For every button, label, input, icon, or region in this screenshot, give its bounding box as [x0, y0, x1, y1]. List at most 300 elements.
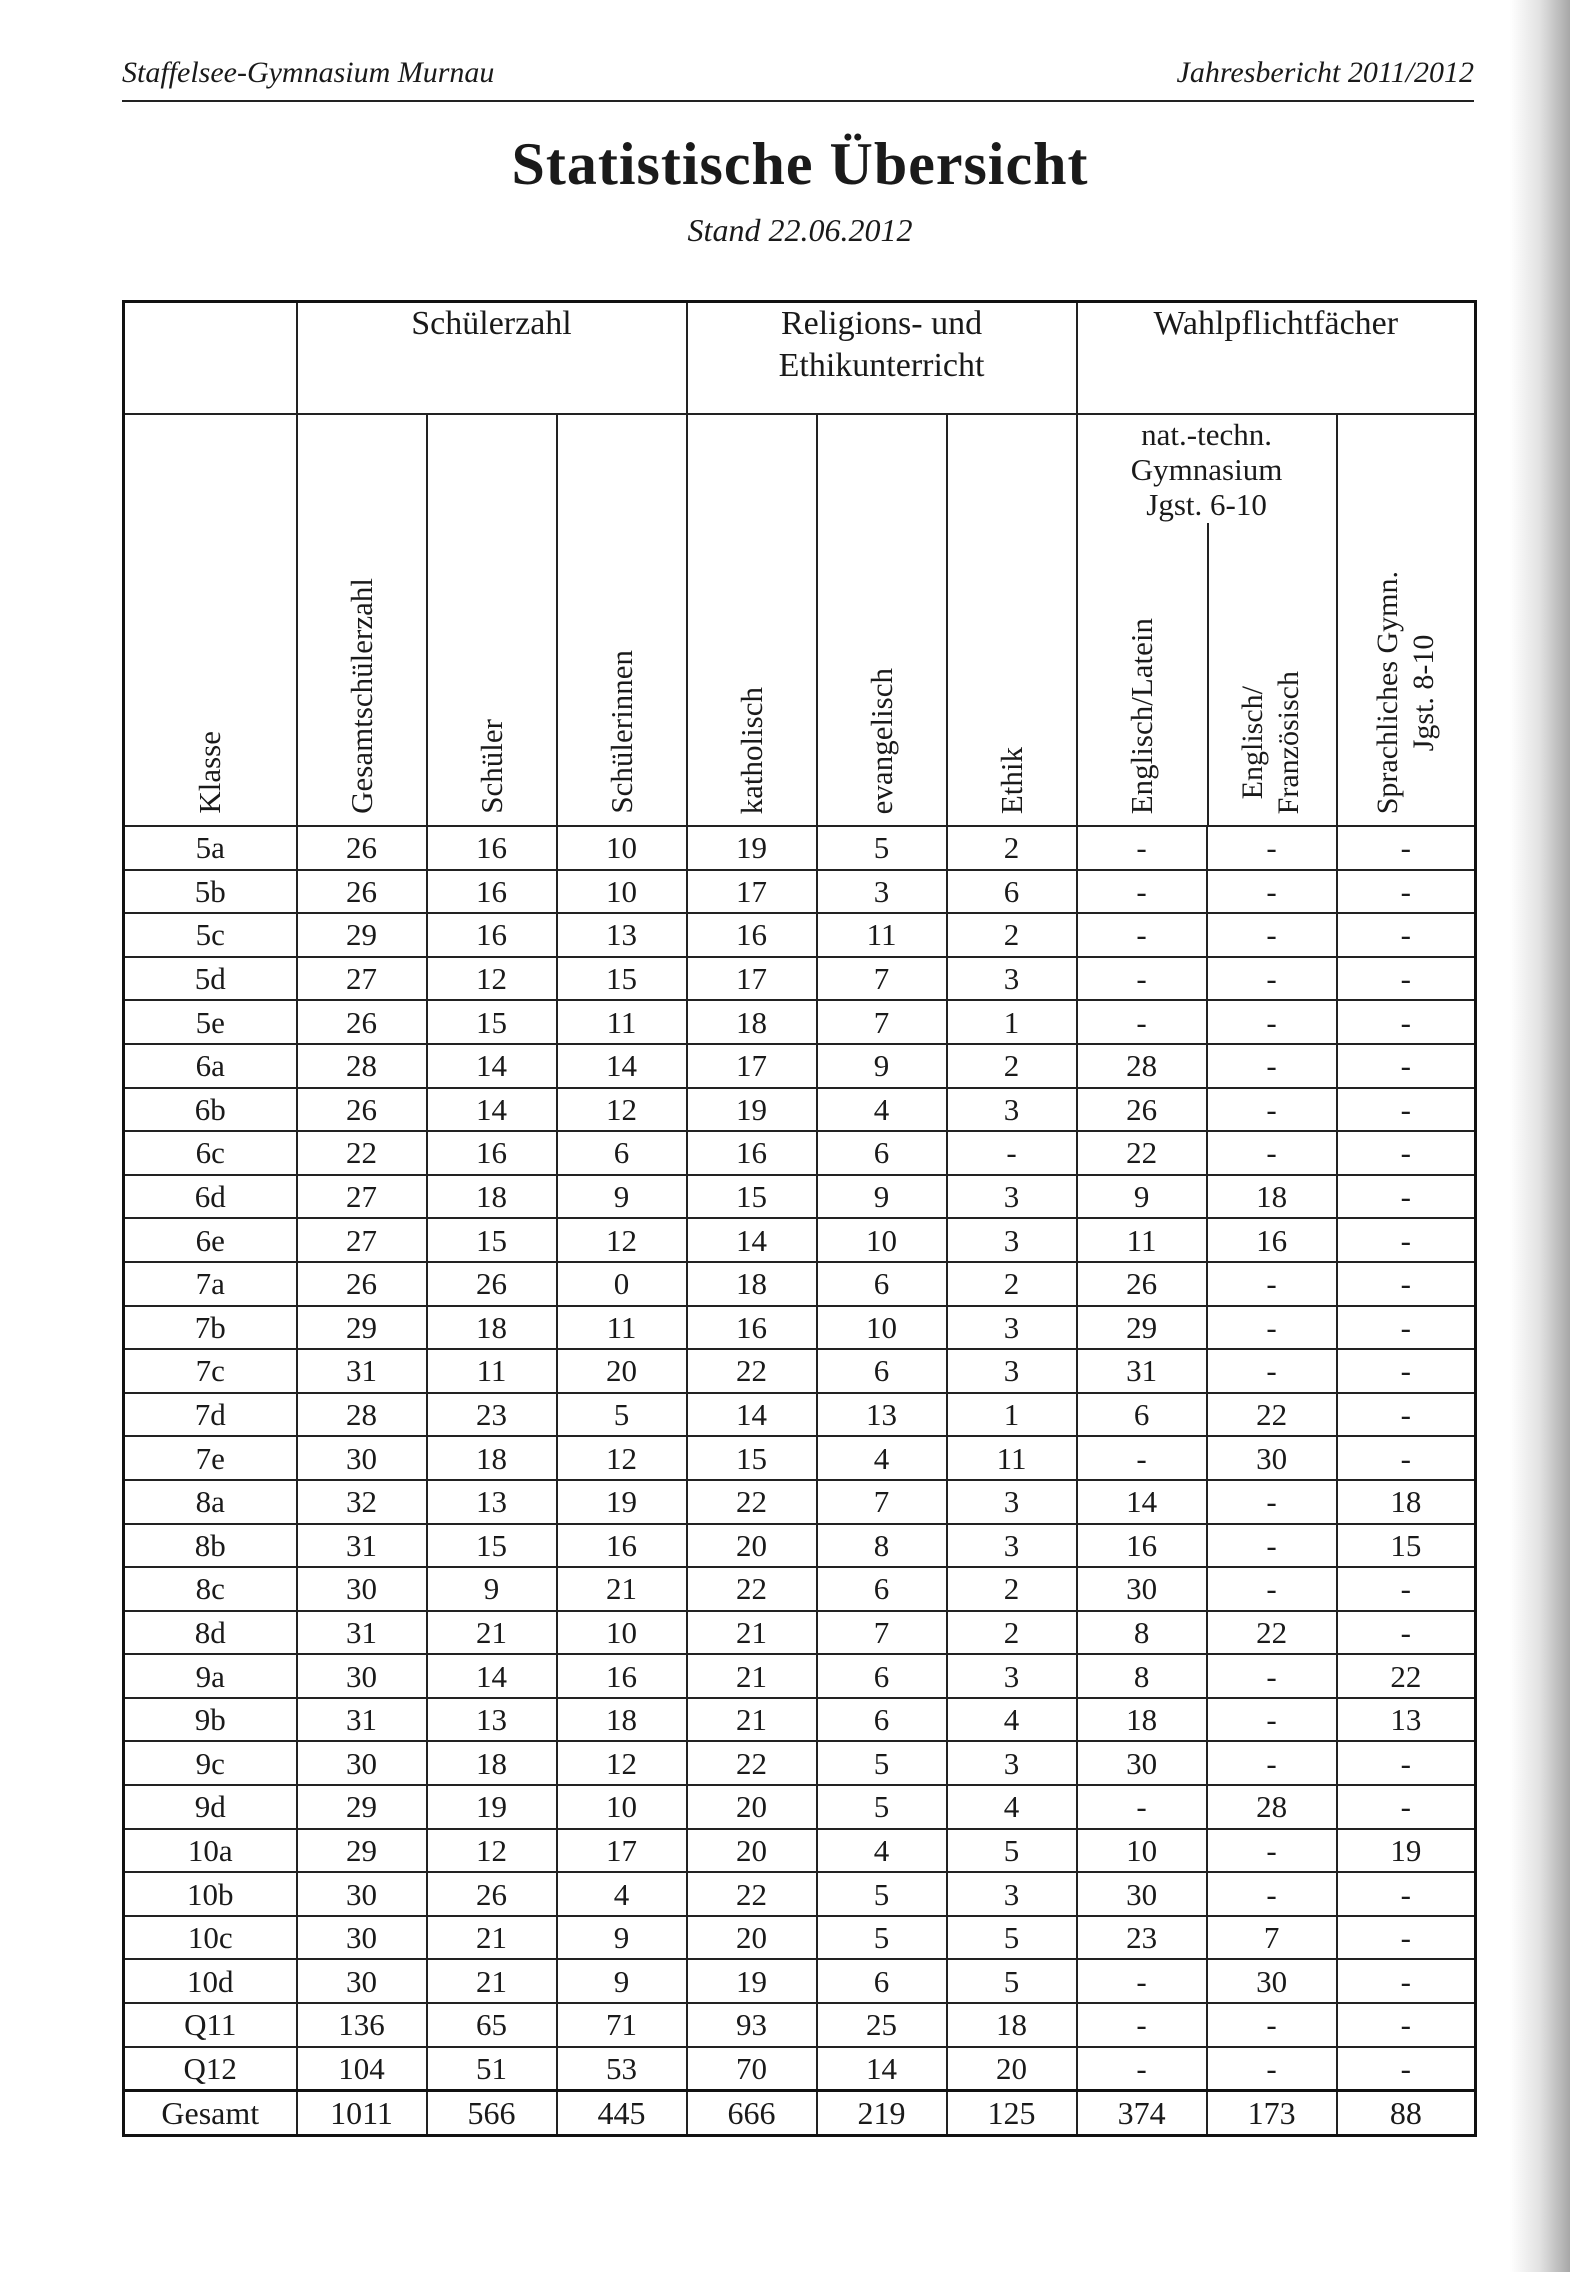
- table-row: [124, 1131, 1476, 1175]
- cell-klasse: 6c: [124, 1131, 297, 1175]
- col-gesamt: Gesamtschülerzahl: [297, 414, 427, 826]
- table-row: [124, 870, 1476, 914]
- cell-gesamt: 28: [297, 1044, 427, 1088]
- cell-katholisch: 22: [687, 1480, 817, 1524]
- cell-katholisch: 17: [687, 1044, 817, 1088]
- cell-evangelisch: 4: [817, 1436, 947, 1480]
- cell-katholisch: 93: [687, 2003, 817, 2047]
- cell-schuelerinnen: 71: [557, 2003, 687, 2047]
- cell-sprachliches: -: [1337, 957, 1476, 1001]
- table-row: [124, 1524, 1476, 1568]
- cell-sprachliches: -: [1337, 870, 1476, 914]
- cell-sprachliches: -: [1337, 913, 1476, 957]
- cell-schuelerinnen: 14: [557, 1044, 687, 1088]
- cell-sprachliches: -: [1337, 1916, 1476, 1960]
- cell-schuelerinnen: 4: [557, 1872, 687, 1916]
- table-row: [124, 1393, 1476, 1437]
- cell-katholisch: 22: [687, 1567, 817, 1611]
- cell-englisch-latein: 23: [1077, 1916, 1207, 1960]
- cell-englisch-franzoesisch: 22: [1207, 1611, 1337, 1655]
- cell-sprachliches: -: [1337, 1741, 1476, 1785]
- total-row: [124, 2091, 1476, 2136]
- cell-sprachliches: -: [1337, 1349, 1476, 1393]
- table-row: [124, 1916, 1476, 1960]
- cell-gesamt: 31: [297, 1611, 427, 1655]
- cell-gesamt: 27: [297, 1218, 427, 1262]
- cell-ethik: 2: [947, 913, 1077, 957]
- table-row: [124, 1741, 1476, 1785]
- cell-sprachliches: -: [1337, 826, 1476, 870]
- cell-schueler: 65: [427, 2003, 557, 2047]
- table-row: [124, 1785, 1476, 1829]
- cell-evangelisch: 25: [817, 2003, 947, 2047]
- cell-sprachliches: 88: [1337, 2091, 1476, 2136]
- table-row: [124, 1611, 1476, 1655]
- cell-evangelisch: 6: [817, 1131, 947, 1175]
- cell-evangelisch: 3: [817, 870, 947, 914]
- cell-katholisch: 19: [687, 826, 817, 870]
- cell-schuelerinnen: 13: [557, 913, 687, 957]
- cell-gesamt: 26: [297, 870, 427, 914]
- cell-klasse: 5d: [124, 957, 297, 1001]
- cell-klasse: 9a: [124, 1654, 297, 1698]
- cell-englisch-franzoesisch: -: [1207, 957, 1337, 1001]
- cell-englisch-latein: -: [1077, 2003, 1207, 2047]
- cell-schueler: 19: [427, 1785, 557, 1829]
- group-header-schuelerzahl: Schülerzahl: [297, 302, 687, 415]
- cell-englisch-franzoesisch: -: [1207, 1131, 1337, 1175]
- cell-englisch-franzoesisch: -: [1207, 1262, 1337, 1306]
- cell-schueler: 26: [427, 1262, 557, 1306]
- cell-evangelisch: 5: [817, 1916, 947, 1960]
- cell-ethik: 3: [947, 957, 1077, 1001]
- page-edge-shadow: [1510, 0, 1570, 2272]
- cell-englisch-latein: 16: [1077, 1524, 1207, 1568]
- col-schuelerinnen: Schülerinnen: [557, 414, 687, 826]
- cell-sprachliches: -: [1337, 2047, 1476, 2091]
- table-row: [124, 1654, 1476, 1698]
- cell-schuelerinnen: 10: [557, 826, 687, 870]
- cell-schueler: 16: [427, 913, 557, 957]
- cell-schueler: 566: [427, 2091, 557, 2136]
- cell-katholisch: 20: [687, 1524, 817, 1568]
- cell-englisch-latein: -: [1077, 1000, 1207, 1044]
- cell-englisch-franzoesisch: -: [1207, 826, 1337, 870]
- cell-ethik: 2: [947, 1567, 1077, 1611]
- cell-ethik: 5: [947, 1829, 1077, 1873]
- cell-schuelerinnen: 18: [557, 1698, 687, 1742]
- cell-englisch-latein: -: [1077, 957, 1207, 1001]
- cell-schuelerinnen: 0: [557, 1262, 687, 1306]
- cell-evangelisch: 7: [817, 1480, 947, 1524]
- cell-schuelerinnen: 6: [557, 1131, 687, 1175]
- cell-schuelerinnen: 19: [557, 1480, 687, 1524]
- group-header-row: [124, 302, 1476, 415]
- cell-evangelisch: 13: [817, 1393, 947, 1437]
- page-subtitle: Stand 22.06.2012: [687, 212, 913, 248]
- cell-englisch-franzoesisch: -: [1207, 1567, 1337, 1611]
- cell-englisch-franzoesisch: -: [1207, 870, 1337, 914]
- cell-englisch-latein: 8: [1077, 1654, 1207, 1698]
- cell-evangelisch: 10: [817, 1306, 947, 1350]
- cell-schuelerinnen: 53: [557, 2047, 687, 2091]
- header-report: Jahresbericht 2011/2012: [1176, 56, 1474, 89]
- cell-sprachliches: -: [1337, 1218, 1476, 1262]
- cell-katholisch: 20: [687, 1785, 817, 1829]
- table-row: [124, 1872, 1476, 1916]
- cell-gesamt: 30: [297, 1916, 427, 1960]
- cell-klasse: Gesamt: [124, 2091, 297, 2136]
- cell-englisch-latein: 8: [1077, 1611, 1207, 1655]
- cell-sprachliches: 19: [1337, 1829, 1476, 1873]
- cell-evangelisch: 10: [817, 1218, 947, 1262]
- cell-gesamt: 27: [297, 1175, 427, 1219]
- cell-schuelerinnen: 12: [557, 1436, 687, 1480]
- cell-gesamt: 29: [297, 1829, 427, 1873]
- cell-klasse: 8a: [124, 1480, 297, 1524]
- cell-schueler: 13: [427, 1480, 557, 1524]
- cell-schueler: 23: [427, 1393, 557, 1437]
- cell-sprachliches: -: [1337, 1393, 1476, 1437]
- cell-ethik: 11: [947, 1436, 1077, 1480]
- cell-schuelerinnen: 15: [557, 957, 687, 1001]
- cell-klasse: 5c: [124, 913, 297, 957]
- cell-evangelisch: 5: [817, 1785, 947, 1829]
- cell-gesamt: 26: [297, 1262, 427, 1306]
- cell-englisch-latein: -: [1077, 826, 1207, 870]
- cell-evangelisch: 6: [817, 1654, 947, 1698]
- cell-klasse: 7b: [124, 1306, 297, 1350]
- cell-katholisch: 16: [687, 1131, 817, 1175]
- cell-schuelerinnen: 12: [557, 1741, 687, 1785]
- religion-line-1: Religions- und: [780, 305, 983, 342]
- cell-schueler: 9: [427, 1567, 557, 1611]
- table-row: [124, 1044, 1476, 1088]
- nat-techn-label: nat.-techn. Gymnasium Jgst. 6-10: [1130, 417, 1283, 522]
- cell-gesamt: 30: [297, 1959, 427, 2003]
- cell-gesamt: 32: [297, 1480, 427, 1524]
- col-klasse: Klasse: [124, 414, 297, 826]
- col-sprachliches: Sprachliches Gymn. Jgst. 8-10: [1337, 414, 1476, 826]
- cell-ethik: -: [947, 1131, 1077, 1175]
- cell-ethik: 20: [947, 2047, 1077, 2091]
- table-row: [124, 826, 1476, 870]
- cell-ethik: 1: [947, 1000, 1077, 1044]
- cell-schueler: 21: [427, 1959, 557, 2003]
- table-row: [124, 2047, 1476, 2091]
- cell-katholisch: 666: [687, 2091, 817, 2136]
- cell-englisch-franzoesisch: 173: [1207, 2091, 1337, 2136]
- cell-klasse: 7d: [124, 1393, 297, 1437]
- cell-klasse: 5e: [124, 1000, 297, 1044]
- cell-schuelerinnen: 9: [557, 1175, 687, 1219]
- cell-evangelisch: 7: [817, 957, 947, 1001]
- cell-evangelisch: 5: [817, 826, 947, 870]
- cell-englisch-latein: 14: [1077, 1480, 1207, 1524]
- cell-schueler: 18: [427, 1175, 557, 1219]
- table-row: [124, 1349, 1476, 1393]
- cell-ethik: 3: [947, 1872, 1077, 1916]
- cell-englisch-franzoesisch: 18: [1207, 1175, 1337, 1219]
- cell-evangelisch: 4: [817, 1829, 947, 1873]
- col-evangelisch: evangelisch: [817, 414, 947, 826]
- cell-schueler: 15: [427, 1524, 557, 1568]
- cell-ethik: 5: [947, 1959, 1077, 2003]
- cell-katholisch: 21: [687, 1698, 817, 1742]
- cell-gesamt: 30: [297, 1567, 427, 1611]
- cell-englisch-franzoesisch: -: [1207, 1524, 1337, 1568]
- cell-katholisch: 22: [687, 1349, 817, 1393]
- cell-ethik: 2: [947, 1044, 1077, 1088]
- cell-ethik: 3: [947, 1654, 1077, 1698]
- cell-evangelisch: 7: [817, 1611, 947, 1655]
- cell-katholisch: 17: [687, 870, 817, 914]
- cell-klasse: 6e: [124, 1218, 297, 1262]
- table-row: [124, 1306, 1476, 1350]
- cell-sprachliches: 15: [1337, 1524, 1476, 1568]
- cell-evangelisch: 7: [817, 1000, 947, 1044]
- cell-sprachliches: -: [1337, 1872, 1476, 1916]
- table-row: [124, 1567, 1476, 1611]
- cell-schueler: 21: [427, 1611, 557, 1655]
- cell-evangelisch: 5: [817, 1741, 947, 1785]
- cell-gesamt: 1011: [297, 2091, 427, 2136]
- cell-gesamt: 30: [297, 1654, 427, 1698]
- cell-schueler: 51: [427, 2047, 557, 2091]
- cell-ethik: 1: [947, 1393, 1077, 1437]
- column-header-row: [124, 414, 1476, 826]
- cell-evangelisch: 9: [817, 1044, 947, 1088]
- cell-katholisch: 16: [687, 1306, 817, 1350]
- cell-evangelisch: 6: [817, 1959, 947, 2003]
- cell-evangelisch: 219: [817, 2091, 947, 2136]
- cell-katholisch: 15: [687, 1436, 817, 1480]
- cell-englisch-latein: 9: [1077, 1175, 1207, 1219]
- cell-katholisch: 17: [687, 957, 817, 1001]
- cell-gesamt: 27: [297, 957, 427, 1001]
- cell-katholisch: 19: [687, 1959, 817, 2003]
- cell-ethik: 4: [947, 1698, 1077, 1742]
- header-school: Staffelsee-Gymnasium Murnau: [122, 56, 495, 89]
- cell-schuelerinnen: 16: [557, 1524, 687, 1568]
- cell-englisch-franzoesisch: -: [1207, 1654, 1337, 1698]
- cell-englisch-franzoesisch: -: [1207, 1741, 1337, 1785]
- cell-gesamt: 31: [297, 1698, 427, 1742]
- cell-sprachliches: -: [1337, 1959, 1476, 2003]
- cell-schuelerinnen: 21: [557, 1567, 687, 1611]
- cell-gesamt: 29: [297, 1785, 427, 1829]
- cell-katholisch: 20: [687, 1829, 817, 1873]
- cell-gesamt: 30: [297, 1872, 427, 1916]
- cell-schueler: 18: [427, 1436, 557, 1480]
- cell-englisch-franzoesisch: 7: [1207, 1916, 1337, 1960]
- cell-schueler: 16: [427, 870, 557, 914]
- cell-englisch-latein: 30: [1077, 1567, 1207, 1611]
- cell-ethik: 3: [947, 1175, 1077, 1219]
- cell-katholisch: 20: [687, 1916, 817, 1960]
- cell-englisch-franzoesisch: -: [1207, 913, 1337, 957]
- cell-sprachliches: 13: [1337, 1698, 1476, 1742]
- cell-schuelerinnen: 9: [557, 1959, 687, 2003]
- cell-katholisch: 19: [687, 1088, 817, 1132]
- table-row: [124, 1698, 1476, 1742]
- cell-evangelisch: 14: [817, 2047, 947, 2091]
- cell-schueler: 26: [427, 1872, 557, 1916]
- cell-englisch-latein: 10: [1077, 1829, 1207, 1873]
- cell-ethik: 3: [947, 1480, 1077, 1524]
- cell-katholisch: 22: [687, 1872, 817, 1916]
- cell-schuelerinnen: 16: [557, 1654, 687, 1698]
- cell-gesamt: 104: [297, 2047, 427, 2091]
- cell-englisch-latein: 26: [1077, 1088, 1207, 1132]
- cell-ethik: 2: [947, 1611, 1077, 1655]
- cell-klasse: 10d: [124, 1959, 297, 2003]
- cell-klasse: 9c: [124, 1741, 297, 1785]
- cell-evangelisch: 8: [817, 1524, 947, 1568]
- cell-schueler: 12: [427, 957, 557, 1001]
- table-row: [124, 1000, 1476, 1044]
- col-englisch-latein: Englisch/Latein: [1124, 617, 1160, 814]
- cell-klasse: 6a: [124, 1044, 297, 1088]
- cell-evangelisch: 6: [817, 1349, 947, 1393]
- cell-evangelisch: 5: [817, 1872, 947, 1916]
- cell-englisch-franzoesisch: -: [1207, 1306, 1337, 1350]
- cell-englisch-franzoesisch: 28: [1207, 1785, 1337, 1829]
- cell-schuelerinnen: 10: [557, 1785, 687, 1829]
- cell-gesamt: 26: [297, 1088, 427, 1132]
- cell-englisch-franzoesisch: -: [1207, 1698, 1337, 1742]
- page-title: Statistische Übersicht: [511, 131, 1089, 197]
- cell-klasse: 10c: [124, 1916, 297, 1960]
- cell-englisch-latein: 22: [1077, 1131, 1207, 1175]
- cell-schueler: 16: [427, 826, 557, 870]
- cell-gesamt: 28: [297, 1393, 427, 1437]
- cell-englisch-franzoesisch: -: [1207, 1872, 1337, 1916]
- cell-englisch-latein: 18: [1077, 1698, 1207, 1742]
- cell-englisch-franzoesisch: 30: [1207, 1959, 1337, 2003]
- cell-englisch-latein: 30: [1077, 1741, 1207, 1785]
- cell-klasse: 9b: [124, 1698, 297, 1742]
- cell-klasse: 8c: [124, 1567, 297, 1611]
- table-row: [124, 1088, 1476, 1132]
- cell-schueler: 11: [427, 1349, 557, 1393]
- cell-katholisch: 18: [687, 1000, 817, 1044]
- cell-sprachliches: -: [1337, 1436, 1476, 1480]
- cell-evangelisch: 11: [817, 913, 947, 957]
- table-row: [124, 1262, 1476, 1306]
- table-row: [124, 913, 1476, 957]
- cell-schuelerinnen: 20: [557, 1349, 687, 1393]
- cell-sprachliches: -: [1337, 1785, 1476, 1829]
- cell-evangelisch: 9: [817, 1175, 947, 1219]
- cell-katholisch: 70: [687, 2047, 817, 2091]
- cell-ethik: 3: [947, 1306, 1077, 1350]
- cell-gesamt: 31: [297, 1524, 427, 1568]
- cell-klasse: 8b: [124, 1524, 297, 1568]
- cell-englisch-franzoesisch: -: [1207, 1000, 1337, 1044]
- cell-sprachliches: -: [1337, 1000, 1476, 1044]
- running-header: [122, 52, 1474, 102]
- cell-sprachliches: -: [1337, 1131, 1476, 1175]
- cell-evangelisch: 4: [817, 1088, 947, 1132]
- table-row: [124, 1436, 1476, 1480]
- table-row: [124, 1175, 1476, 1219]
- table-row: [124, 1218, 1476, 1262]
- cell-englisch-latein: 11: [1077, 1218, 1207, 1262]
- cell-englisch-latein: 29: [1077, 1306, 1207, 1350]
- cell-schueler: 12: [427, 1829, 557, 1873]
- cell-englisch-latein: 26: [1077, 1262, 1207, 1306]
- cell-klasse: 8d: [124, 1611, 297, 1655]
- cell-schuelerinnen: 11: [557, 1000, 687, 1044]
- cell-ethik: 3: [947, 1349, 1077, 1393]
- cell-klasse: 6d: [124, 1175, 297, 1219]
- cell-evangelisch: 6: [817, 1567, 947, 1611]
- cell-klasse: 7a: [124, 1262, 297, 1306]
- cell-englisch-franzoesisch: -: [1207, 2047, 1337, 2091]
- cell-gesamt: 26: [297, 1000, 427, 1044]
- cell-katholisch: 21: [687, 1611, 817, 1655]
- cell-schueler: 18: [427, 1306, 557, 1350]
- cell-gesamt: 29: [297, 1306, 427, 1350]
- cell-sprachliches: -: [1337, 1567, 1476, 1611]
- group-header-religion: [687, 302, 1077, 415]
- cell-schueler: 14: [427, 1088, 557, 1132]
- col-nat-techn-group: [1077, 414, 1337, 826]
- cell-ethik: 3: [947, 1524, 1077, 1568]
- cell-englisch-franzoesisch: 16: [1207, 1218, 1337, 1262]
- cell-sprachliches: -: [1337, 1306, 1476, 1350]
- cell-sprachliches: 18: [1337, 1480, 1476, 1524]
- cell-klasse: 5a: [124, 826, 297, 870]
- cell-gesamt: 30: [297, 1741, 427, 1785]
- table-row: [124, 2003, 1476, 2047]
- cell-katholisch: 15: [687, 1175, 817, 1219]
- cell-englisch-latein: 30: [1077, 1872, 1207, 1916]
- cell-englisch-latein: -: [1077, 913, 1207, 957]
- col-katholisch: katholisch: [687, 414, 817, 826]
- cell-gesamt: 22: [297, 1131, 427, 1175]
- cell-englisch-latein: -: [1077, 1785, 1207, 1829]
- table-row: [124, 1829, 1476, 1873]
- cell-schuelerinnen: 9: [557, 1916, 687, 1960]
- cell-englisch-latein: 374: [1077, 2091, 1207, 2136]
- table-row: [124, 1480, 1476, 1524]
- cell-ethik: 2: [947, 1262, 1077, 1306]
- cell-ethik: 3: [947, 1218, 1077, 1262]
- cell-schuelerinnen: 17: [557, 1829, 687, 1873]
- cell-katholisch: 18: [687, 1262, 817, 1306]
- cell-klasse: Q11: [124, 2003, 297, 2047]
- cell-klasse: 7c: [124, 1349, 297, 1393]
- cell-gesamt: 29: [297, 913, 427, 957]
- cell-sprachliches: 22: [1337, 1654, 1476, 1698]
- cell-ethik: 6: [947, 870, 1077, 914]
- cell-schueler: 14: [427, 1044, 557, 1088]
- cell-katholisch: 22: [687, 1741, 817, 1785]
- cell-ethik: 3: [947, 1741, 1077, 1785]
- cell-ethik: 5: [947, 1916, 1077, 1960]
- cell-schuelerinnen: 12: [557, 1218, 687, 1262]
- cell-ethik: 18: [947, 2003, 1077, 2047]
- cell-katholisch: 14: [687, 1218, 817, 1262]
- cell-katholisch: 21: [687, 1654, 817, 1698]
- cell-klasse: Q12: [124, 2047, 297, 2091]
- cell-schueler: 14: [427, 1654, 557, 1698]
- group-header-wahlpflicht: Wahlpflichtfächer: [1077, 302, 1476, 415]
- statistics-table: [122, 300, 1477, 2137]
- cell-englisch-latein: -: [1077, 870, 1207, 914]
